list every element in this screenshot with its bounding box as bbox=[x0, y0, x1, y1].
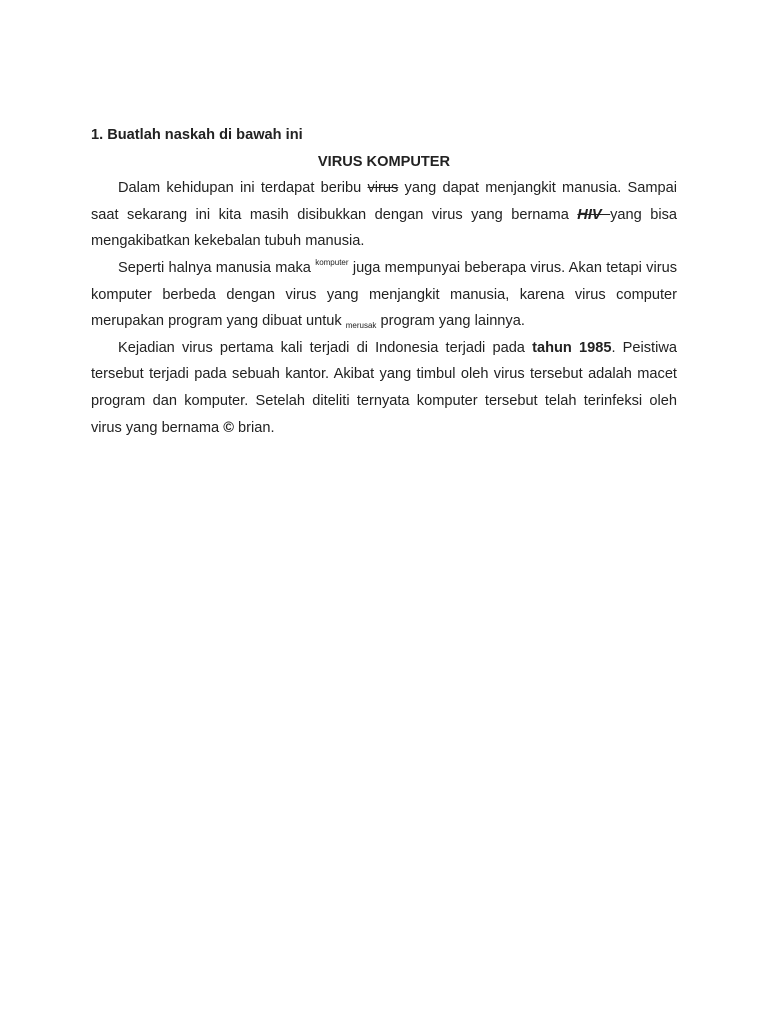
paragraph-1-text-b: yang dapat menjangkit manusia. Sampai saat sekarang ini kita masih disibukkan dengan virus yang bernama bbox=[91, 180, 677, 223]
paragraph-1-text-a: Dalam kehidupan ini terdapat beribu bbox=[118, 180, 368, 197]
document-title: VIRUS KOMPUTER bbox=[317, 153, 451, 170]
paragraph-3-text-b: . Peistiwa tersebut terjadi pada sebuah kantor. Akibat yang timbul oleh virus tersebut adalah macet program dan komputer. Setelah diteliti ternyata komputer tersebut telah terinfeksi oleh virus yang bernama bbox=[91, 339, 677, 436]
document-body bbox=[91, 122, 677, 441]
paragraph-3-text-c: brian. bbox=[234, 419, 275, 436]
instruction-heading: 1. Buatlah naskah di bawah ini bbox=[91, 127, 303, 143]
paragraph-3-text-a: Kejadian virus pertama kali terjadi di Indonesia terjadi pada bbox=[118, 339, 533, 356]
paragraph-2-text-a: Seperti halnya manusia maka bbox=[118, 259, 316, 276]
paragraph-2-text-c: program yang lainnya. bbox=[376, 313, 525, 330]
paragraph-2-text-b: juga mempunyai beberapa virus. Akan tetapi virus komputer berbeda dengan virus yang menjangkit manusia, karena virus computer merupakan program yang dibuat untuk bbox=[91, 259, 677, 330]
paragraph-3 bbox=[91, 335, 677, 441]
paragraph-1-text-c: yang bisa mengakibatkan kekebalan tubuh manusia. bbox=[91, 206, 677, 250]
strikethrough-word: virus bbox=[367, 180, 399, 197]
copyright-symbol: © bbox=[223, 419, 234, 436]
bold-year: tahun 1985 bbox=[532, 339, 612, 356]
hiv-word: HIV bbox=[577, 206, 611, 223]
paragraph-2 bbox=[91, 255, 677, 335]
subscript-word: merusak bbox=[345, 321, 377, 331]
paragraph-1 bbox=[91, 175, 677, 255]
superscript-word: komputer bbox=[315, 257, 349, 267]
